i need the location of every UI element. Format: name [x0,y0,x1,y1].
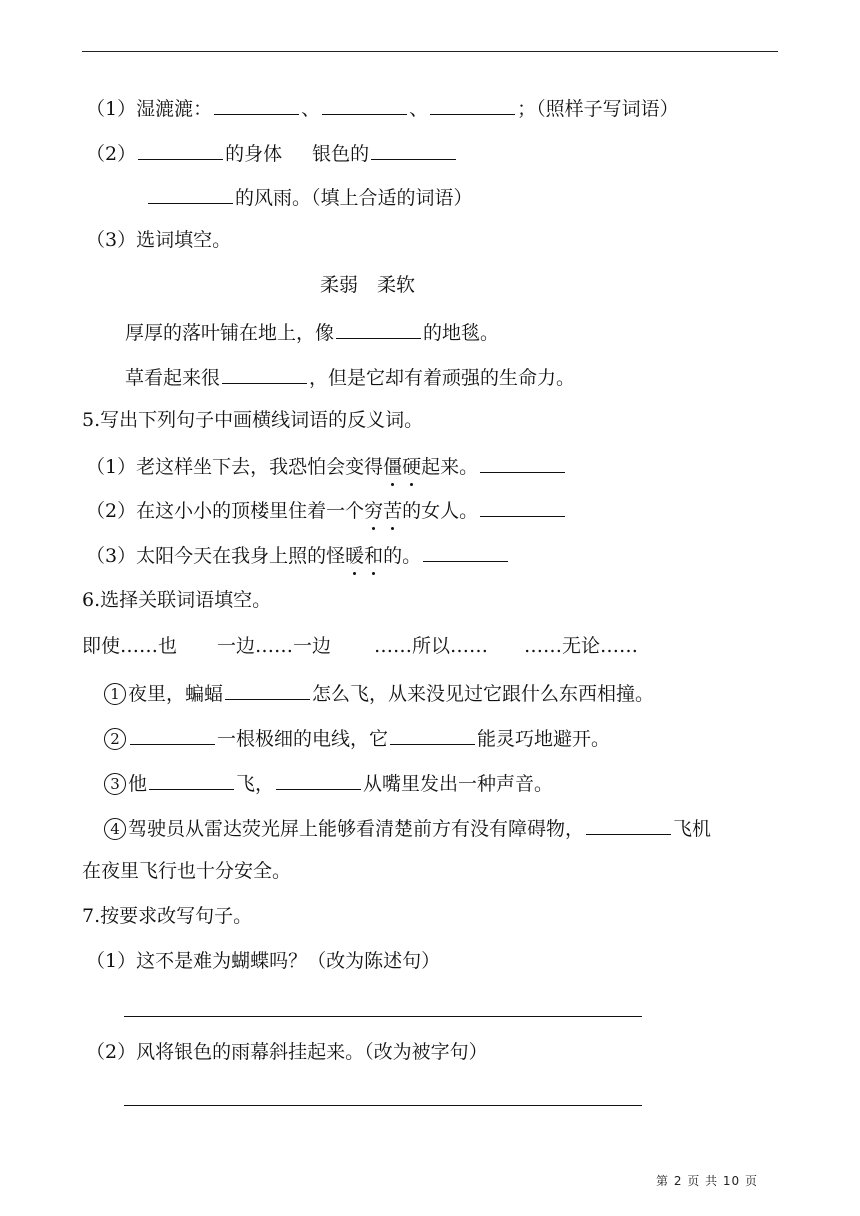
option: ……无论…… [524,635,639,657]
q4-sub3-label: （3）选词填空。 [86,229,232,251]
dotted-word: 僵 [383,456,403,478]
circled-number: 3 [104,773,126,795]
q4-sub2-line2: 的风雨。（填上合适的词语） [146,183,473,210]
answer-blank[interactable] [124,996,642,1017]
answer-blank[interactable] [322,94,407,115]
answer-blank[interactable] [390,724,475,745]
q6-title: 6.选择关联词语填空。 [82,589,272,611]
dotted-word: 暖 [345,545,365,567]
q7-sub1: （1）这不是难为蝴蝶吗？（改为陈述句） [86,950,441,972]
page-footer: 第 2 页 共 10 页 [656,1174,758,1188]
answer-blank[interactable] [214,94,299,115]
circled-number: 2 [104,728,126,750]
q7-answer-line-1 [124,996,642,1023]
circled-number: 1 [104,683,126,705]
option: 一边……一边 [217,635,332,657]
q4-sub2: （2） 的身体 银色的 [86,139,458,166]
answer-blank[interactable] [480,452,565,473]
option: ……所以…… [374,635,489,657]
q7-title: 7.按要求改写句子。 [82,905,253,927]
answer-blank[interactable] [586,814,671,835]
answer-blank[interactable] [149,769,234,790]
answer-blank[interactable] [138,139,223,160]
dotted-word: 和 [364,545,384,567]
q6-item-4-cont: 在夜里飞行也十分安全。 [82,860,292,882]
answer-blank[interactable] [276,769,361,790]
q4-sub3-line2: 草看起来很 ，但是它却有着顽强的生命力。 [125,363,575,390]
answer-blank[interactable] [430,94,515,115]
q5-item-2: （2）在这小小的顶楼里住着一个穷苦的女人。 [86,496,567,523]
option: 即使……也 [82,635,178,657]
q7-answer-line-2 [124,1085,642,1112]
answer-blank[interactable] [148,183,233,204]
q7-sub2: （2）风将银色的雨幕斜挂起来。（改为被字句） [86,1041,488,1063]
q6-item-1: 1 夜里，蝙蝠 怎么飞，从来没见过它跟什么东西相撞。 [104,679,654,706]
q6-item-4: 4 驾驶员从雷达荧光屏上能够看清楚前方有没有障碍物， 飞机 [104,814,711,841]
dotted-word: 苦 [383,500,403,522]
q4-sub3-line1: 厚厚的落叶铺在地上，像 的地毯。 [125,318,499,345]
q5-title: 5.写出下列句子中画横线词语的反义词。 [82,409,424,431]
word-choices: 柔弱 柔软 [320,274,416,296]
answer-blank[interactable] [124,1085,642,1106]
answer-blank[interactable] [371,139,456,160]
q5-item-1: （1）老这样坐下去，我恐怕会变得僵硬起来。 [86,452,567,479]
circled-number: 4 [104,818,126,840]
q4-sub1: （1）湿漉漉： 、 、 ；（照样子写词语） [86,94,679,121]
q6-item-2: 2 一根极细的电线，它 能灵巧地避开。 [104,724,610,751]
dotted-word: 硬 [402,456,422,478]
dotted-word: 穷 [364,500,384,522]
answer-blank[interactable] [222,363,307,384]
answer-blank[interactable] [480,496,565,517]
q6-item-3: 3 他 飞， 从嘴里发出一种声音。 [104,769,553,796]
q5-item-3: （3）太阳今天在我身上照的怪暖和的。 [86,541,510,568]
q4-sub1-prompt: （1）湿漉漉： [86,98,213,120]
answer-blank[interactable] [130,724,215,745]
answer-blank[interactable] [423,541,508,562]
header-rule [82,51,778,52]
answer-blank[interactable] [225,679,310,700]
answer-blank[interactable] [336,318,421,339]
